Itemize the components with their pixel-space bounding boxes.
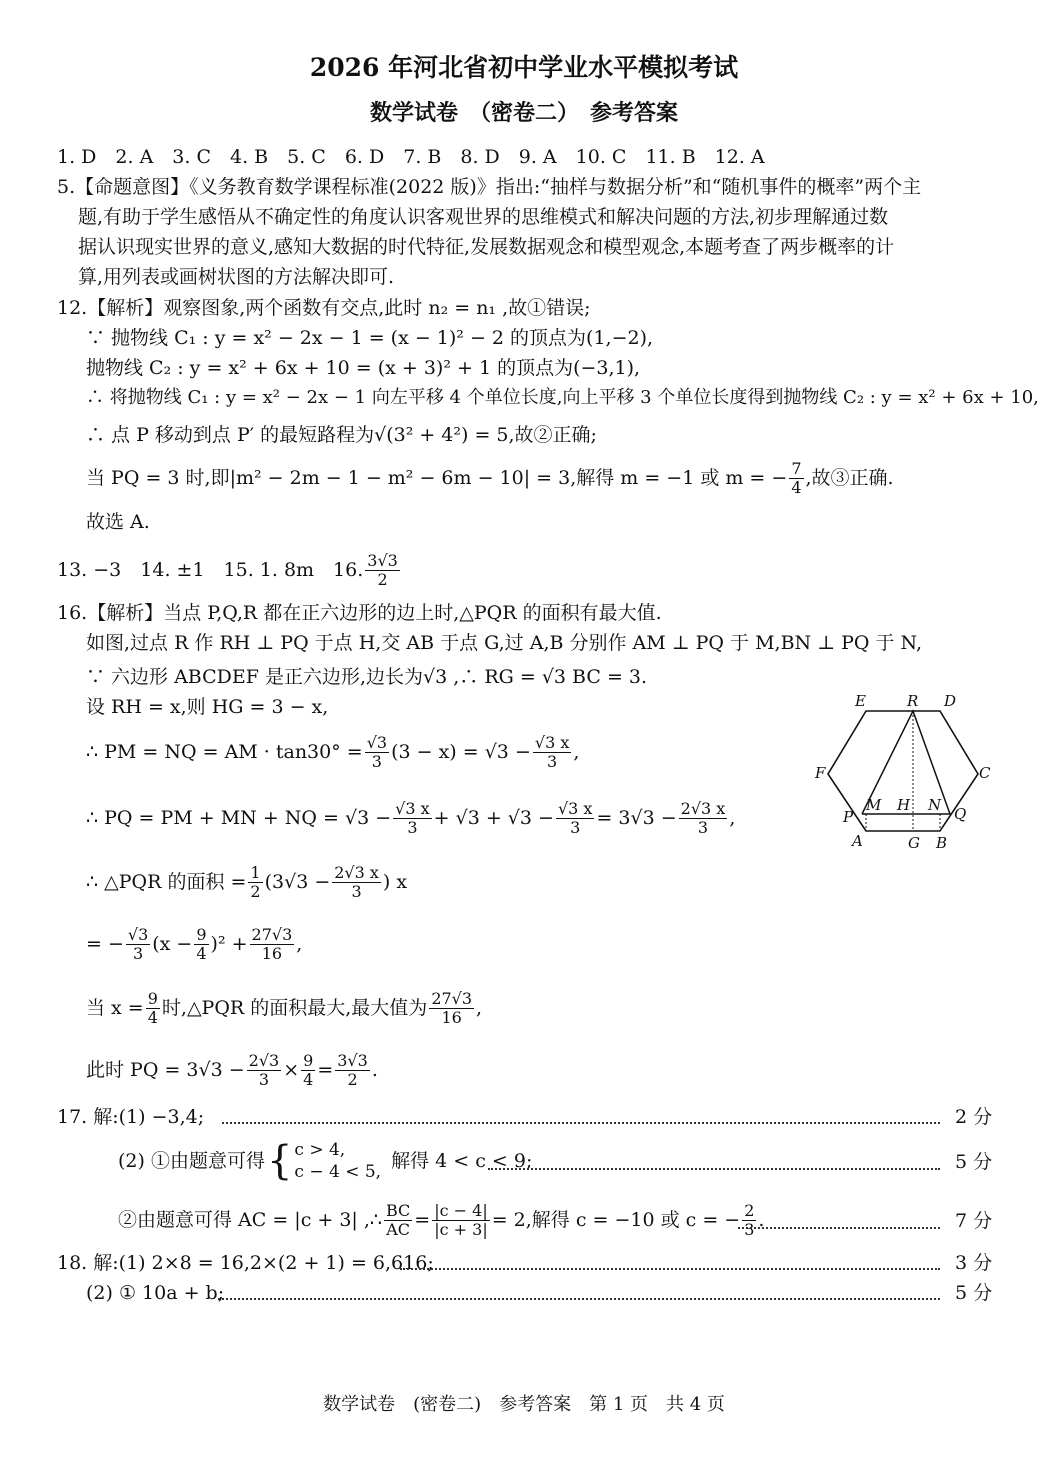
fraction-den: 3 bbox=[351, 881, 362, 901]
fraction-den: 16 bbox=[261, 943, 283, 963]
q16-line7-end: ) x bbox=[382, 871, 408, 893]
fraction-num: 2√3 x bbox=[680, 798, 726, 818]
fraction-den: 16 bbox=[441, 1007, 462, 1027]
fraction-den: AC bbox=[386, 1219, 411, 1239]
fraction-2r3x-3 bbox=[679, 800, 728, 837]
q16-line7-mid: (3√3 − bbox=[264, 871, 331, 893]
q16-line9-mid: 时,△PQR 的面积最大,最大值为 bbox=[161, 997, 428, 1019]
answers-13-16 bbox=[57, 548, 402, 592]
q16-line2: 如图,过点 R 作 RH ⊥ PQ 于点 H,交 AB 于点 G,过 A,B 分别作 AM ⊥ PQ 于 M,BN ⊥ PQ 于 N, bbox=[86, 632, 923, 654]
fraction-num: 1 bbox=[250, 862, 261, 882]
q17-line2-text: (2) ①由题意可得 bbox=[118, 1150, 265, 1172]
label-r: R bbox=[907, 692, 919, 710]
q12-line2: ∵ 抛物线 C₁ : y = x² − 2x − 1 = (x − 1)² − 2 的顶点为(1,−2), bbox=[86, 327, 654, 349]
q17-line3: ②由题意可得 AC = |c + 3| ,∴ $\frac{BC}{AC}$ = $\frac{|c - 4|}{|c + 3|}$ = 2,解得 c = −10 或 c = − $\frac{2}{3}$ . bbox=[118, 1200, 765, 1239]
page-footer: 数学试卷 (密卷二) 参考答案 第 1 页 共 4 页 bbox=[323, 1394, 725, 1415]
label-m: M bbox=[866, 796, 882, 814]
fraction-den: 2 bbox=[377, 569, 388, 589]
q16-line10: 此时 PQ = 3√3 − $\frac{2√3}{3}$ × $\frac{9}{4}$ = $\frac{3√3}{2}$ . bbox=[86, 1050, 378, 1089]
fraction-3r3-2 bbox=[335, 1052, 370, 1089]
fraction-num: 9 bbox=[147, 988, 158, 1008]
score-q17-3: 7 分 bbox=[955, 1210, 993, 1232]
label-n: N bbox=[928, 796, 942, 814]
fraction-27r3-16 bbox=[250, 926, 295, 963]
fraction-num: 3√3 bbox=[367, 550, 398, 570]
fraction-r3x-3 bbox=[533, 734, 571, 771]
fraction-3r3-2 bbox=[365, 552, 400, 589]
label-p: P bbox=[843, 808, 854, 826]
fraction-den: 2 bbox=[250, 881, 261, 901]
q18-line2: (2) ① 10a + b; bbox=[86, 1282, 225, 1304]
q16-line9: 当 x = $\frac{9}{4}$ 时,△PQR 的面积最大,最大值为 $\frac{27√3}{16}$ , bbox=[86, 988, 483, 1027]
q16-line10-text: 此时 PQ = 3√3 − bbox=[86, 1059, 245, 1081]
fraction-den: 3 bbox=[258, 1069, 270, 1089]
fraction-num: 3√3 bbox=[337, 1050, 368, 1070]
q16-line7 bbox=[86, 858, 407, 906]
label-g: G bbox=[908, 834, 920, 852]
q16-line3: ∵ 六边形 ABCDEF 是正六边形,边长为√3 ,∴ RG = √3 BC = 3. bbox=[86, 666, 648, 688]
label-b: B bbox=[936, 834, 948, 852]
fraction-den: 4 bbox=[791, 477, 802, 497]
label-c: C bbox=[979, 764, 991, 782]
fraction-num: 7 bbox=[791, 458, 802, 478]
fraction-r3x-3 bbox=[556, 800, 594, 837]
q12-line7: 故选 A. bbox=[86, 511, 150, 533]
q12-line1: 12.【解析】观察图象,两个函数有交点,此时 n₂ = n₁ ,故①错误; bbox=[57, 297, 591, 319]
q17-line3-eq: = bbox=[414, 1209, 431, 1231]
label-f: F bbox=[815, 764, 826, 782]
fraction-num: 2√3 bbox=[248, 1050, 280, 1070]
fraction-9-4 bbox=[146, 990, 160, 1027]
q17-line2-result: 解得 4 < c < 9; bbox=[391, 1150, 533, 1172]
q16-line6-text: ∴ PQ = PM + MN + NQ = √3 − bbox=[86, 807, 392, 829]
q16-line10-eq: = bbox=[317, 1059, 334, 1081]
fraction-9-4 bbox=[301, 1052, 315, 1089]
q12-line6 bbox=[86, 456, 894, 500]
q16-line8: = − $\frac{√3}{3}$ (x − $\frac{9}{4}$ )² + $\frac{27√3}{16}$ , bbox=[86, 924, 303, 963]
dotted-leader bbox=[222, 1122, 940, 1124]
fraction-den: 3 bbox=[132, 943, 144, 963]
q16-line8-end: )² + bbox=[210, 933, 248, 955]
q16-line4: 设 RH = x,则 HG = 3 − x, bbox=[86, 696, 329, 718]
fraction-1-2 bbox=[248, 864, 262, 901]
q12-line6-text: 当 PQ = 3 时,即|m² − 2m − 1 − m² − 6m − 10| = 3,解得 m = −1 或 m = − bbox=[86, 467, 788, 489]
fraction-den: 3 bbox=[570, 817, 581, 837]
q12-line3: 抛物线 C₂ : y = x² + 6x + 10 = (x + 3)² + 1 的顶点为(−3,1), bbox=[86, 357, 641, 379]
answers-13-16-text: 13. −3 14. ±1 15. 1. 8m 16. bbox=[57, 559, 364, 581]
q16-line7-text: ∴ △PQR 的面积 = bbox=[86, 871, 247, 893]
q16-line9-text: 当 x = bbox=[86, 997, 144, 1019]
label-e: E bbox=[855, 692, 866, 710]
fraction-den: 4 bbox=[196, 943, 207, 963]
fraction-num: BC bbox=[386, 1200, 411, 1220]
fraction-den: 2 bbox=[347, 1069, 358, 1089]
fraction-num: |c − 4| bbox=[434, 1200, 488, 1220]
label-h: H bbox=[897, 796, 911, 814]
label-a: A bbox=[852, 832, 863, 850]
q12-line6-tail: ,故③正确. bbox=[805, 467, 894, 489]
fraction-num: √3 bbox=[366, 732, 388, 752]
fraction-2r3x-3 bbox=[332, 864, 381, 901]
label-q: Q bbox=[954, 805, 967, 823]
fraction-num: √3 x bbox=[534, 732, 570, 752]
fraction-num: 2√3 x bbox=[334, 862, 379, 882]
fraction-27r3-16 bbox=[429, 990, 474, 1027]
fraction-num: 9 bbox=[303, 1050, 314, 1070]
score-q18-1: 3 分 bbox=[955, 1252, 993, 1274]
q5-line4: 算,用列表或画树状图的方法解决即可. bbox=[78, 266, 395, 288]
fraction-2-3 bbox=[742, 1202, 756, 1239]
q17-line1: 17. 解:(1) −3,4; bbox=[57, 1106, 205, 1128]
system-top: c > 4, bbox=[294, 1140, 346, 1160]
page-subtitle: 数学试卷 （密卷二） 参考答案 bbox=[369, 100, 678, 126]
fraction-num: √3 x bbox=[557, 798, 593, 818]
fraction-den: 3 bbox=[547, 751, 558, 771]
fraction-r3-3 bbox=[126, 926, 150, 963]
system-bottom: c − 4 < 5, bbox=[294, 1162, 382, 1182]
fraction-den: 3 bbox=[407, 817, 418, 837]
q16-line8-mid: (x − bbox=[152, 933, 193, 955]
q16-line5-mid: (3 − x) = √3 − bbox=[391, 741, 531, 763]
dotted-leader bbox=[488, 1168, 940, 1170]
fraction-7-4 bbox=[789, 460, 803, 497]
q18-line1: 18. 解:(1) 2×8 = 16,2×(2 + 1) = 6,616; bbox=[57, 1252, 434, 1274]
fraction-9-4 bbox=[194, 926, 208, 963]
score-q18-2: 5 分 bbox=[955, 1282, 993, 1304]
q16-line6: ∴ PQ = PM + MN + NQ = √3 − $\frac{√3 x}{3}$ + √3 + √3 − $\frac{√3 x}{3}$ = 3√3 − $\frac{2√3 x}{3}$ , bbox=[86, 798, 736, 837]
score-q17-1: 2 分 bbox=[955, 1106, 993, 1128]
q16-line6-mid: + √3 + √3 − bbox=[433, 807, 554, 829]
q12-line4: ∴ 将抛物线 C₁ : y = x² − 2x − 1 向左平移 4 个单位长度,向上平移 3 个单位长度得到抛物线 C₂ : y = x² + 6x + 10, bbox=[86, 387, 1039, 408]
dotted-leader bbox=[400, 1268, 940, 1270]
fraction-num: √3 bbox=[127, 924, 149, 944]
q5-line2: 题,有助于学生感悟从不确定性的角度认识客观世界的思维模式和解决问题的方法,初步理解通过数 bbox=[78, 206, 889, 228]
fraction-num: 2 bbox=[744, 1200, 755, 1220]
fraction-den: 4 bbox=[147, 1007, 158, 1027]
fraction-den: |c + 3| bbox=[434, 1219, 488, 1239]
fraction-bc-ac bbox=[384, 1202, 412, 1239]
fraction-den: 3 bbox=[371, 751, 382, 771]
fraction-num: 27√3 bbox=[431, 988, 473, 1008]
fraction-den: 3 bbox=[744, 1219, 755, 1239]
q17-line3-result: = 2,解得 c = −10 或 c = − bbox=[491, 1209, 741, 1231]
q12-line5: ∴ 点 P 移动到点 P′ 的最短路程为√(3² + 4²) = 5,故②正确; bbox=[86, 424, 597, 446]
q16-line6-end: = 3√3 − bbox=[596, 807, 677, 829]
q16-line5: ∴ PM = NQ = AM · tan30° = $\frac{√3}{3}$ (3 − x) = √3 − $\frac{√3 x}{3}$ , bbox=[86, 732, 580, 771]
fraction-den: 4 bbox=[303, 1069, 314, 1089]
q17-line3-text: ②由题意可得 AC = |c + 3| ,∴ bbox=[118, 1209, 382, 1231]
q16-line1: 16.【解析】当点 P,Q,R 都在正六边形的边上时,△PQR 的面积有最大值. bbox=[57, 602, 662, 624]
dotted-leader bbox=[218, 1298, 940, 1300]
dotted-leader bbox=[738, 1227, 940, 1229]
fraction-den: 3 bbox=[697, 817, 709, 837]
label-d: D bbox=[944, 692, 957, 710]
q17-line2 bbox=[118, 1137, 532, 1185]
q16-line10-times: × bbox=[283, 1059, 300, 1081]
fraction-r3-3 bbox=[365, 734, 389, 771]
q16-line5-text: ∴ PM = NQ = AM · tan30° = bbox=[86, 741, 363, 763]
brace-icon: { bbox=[266, 1138, 293, 1184]
fraction-2r3-3 bbox=[247, 1052, 282, 1089]
hexagon-figure bbox=[808, 686, 998, 856]
q5-line1: 5.【命题意图】《义务教育数学课程标准(2022 版)》指出:“抽样与数据分析”和“随机事件的概率”两个主 bbox=[57, 176, 922, 198]
q16-line8-text: = − bbox=[86, 933, 124, 955]
inequality-system bbox=[294, 1139, 381, 1183]
fraction-num: 27√3 bbox=[251, 924, 293, 944]
score-q17-2: 5 分 bbox=[955, 1151, 993, 1173]
q5-line3: 据认识现实世界的意义,感知大数据的时代特征,发展数据观念和模型观念,本题考查了两步概率的计 bbox=[78, 236, 895, 258]
fraction-num: 9 bbox=[196, 924, 207, 944]
fraction-num: √3 x bbox=[395, 798, 430, 818]
fraction-r3x-3 bbox=[393, 800, 431, 837]
answers-1-12: 1. D 2. A 3. C 4. B 5. C 6. D 7. B 8. D 9. A 10. C 11. B 12. A bbox=[57, 146, 765, 168]
fraction-abs bbox=[432, 1202, 490, 1239]
page-title: 2026 年河北省初中学业水平模拟考试 bbox=[309, 53, 739, 82]
